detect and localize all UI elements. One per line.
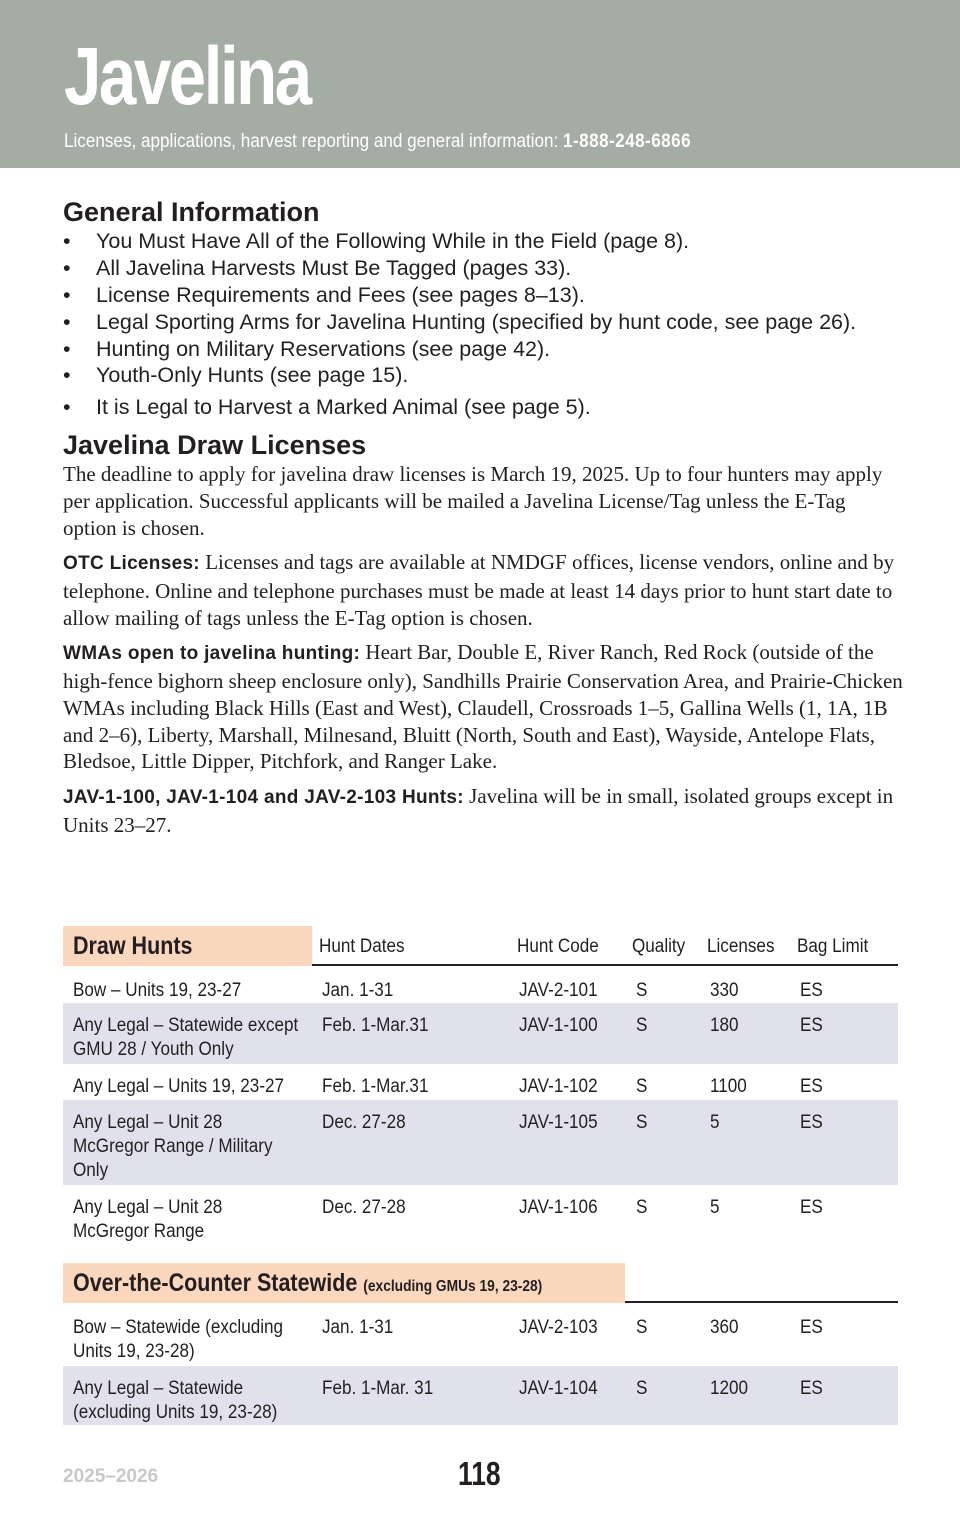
col-quality: Quality [632,936,686,957]
draw-hunts-label: Draw Hunts [63,926,312,966]
cell-bag-limit: ES [800,980,823,1001]
cell-licenses: 360 [710,1317,739,1338]
col-hunt-dates: Hunt Dates [319,936,405,957]
cell-description: Any Legal – Unit 28 McGregor Range / Military Only [73,1112,273,1181]
general-info-list [63,228,903,421]
jav-hunts-paragraph [63,783,903,838]
cell-quality: S [636,1015,648,1036]
otc-paragraph [63,549,903,631]
cell-licenses: 330 [710,980,739,1001]
draw-licenses-heading: Javelina Draw Licenses [63,429,367,460]
page-title: Javelina [64,31,310,122]
cell-quality: S [636,1317,648,1338]
list-item: • It is Legal to Harvest a Marked Animal (see page 5). [63,394,903,421]
col-hunt-code: Hunt Code [517,936,599,957]
cell-code: JAV-1-105 [519,1112,598,1133]
main-content [63,198,903,838]
list-item: • Hunting on Military Reservations (see page 42). [63,336,903,363]
cell-licenses: 1100 [710,1076,747,1097]
wma-paragraph [63,639,903,775]
contact-text: Licenses, applications, harvest reporting and general information: [64,131,559,152]
cell-bag-limit: ES [800,1112,823,1133]
list-item: • You Must Have All of the Following While in the Field (page 8). [63,228,903,255]
col-licenses: Licenses [707,936,775,957]
list-item: • Legal Sporting Arms for Javelina Hunting (specified by hunt code, see page 26). [63,309,903,336]
contact-line [64,131,691,153]
cell-dates: Jan. 1-31 [322,1317,394,1338]
jav-text: Javelina will be in small, isolated groups except in Units 23–27. [63,784,894,837]
draw-hunts-table [63,926,898,1246]
table-row [63,1366,898,1425]
table-header [63,926,898,966]
otc-lead: OTC Licenses: [63,553,200,575]
cell-dates: Feb. 1-Mar. 31 [322,1378,434,1399]
cell-code: JAV-1-102 [519,1076,598,1097]
cell-licenses: 1200 [710,1378,749,1399]
otc-text: Licenses and tags are available at NMDGF offices, license vendors, online and by telephone. Online and telephone purchases must be made at least 14 days prior to hunt start date to allow mailing of tags unless the E-Tag option is chosen. [63,550,895,630]
jav-lead: JAV-1-100, JAV-1-104 and JAV-2-103 Hunts: [63,787,464,808]
draw-intro-paragraph: The deadline to apply for javelina draw licenses is March 19, 2025. Up to four hunters may apply per application. Successful applicants will be mailed a Javelina License/Tag unless the E-Tag option is chosen. [63,462,883,540]
cell-quality: S [636,980,648,1001]
list-item: • All Javelina Harvests Must Be Tagged (pages 33). [63,255,903,282]
cell-description: Any Legal – Units 19, 23-27 [73,1076,285,1097]
cell-code: JAV-2-101 [519,980,598,1001]
table-header [63,1263,898,1303]
cell-description: Any Legal – Unit 28 McGregor Range [73,1197,223,1242]
cell-dates: Dec. 27-28 [322,1197,406,1218]
cell-bag-limit: ES [800,1015,823,1036]
otc-label-text: Over-the-Counter Statewide [73,1269,358,1297]
table-row [63,1003,898,1064]
cell-quality: S [636,1378,648,1399]
cell-dates: Feb. 1-Mar.31 [322,1015,429,1036]
otc-hunts-table [63,1263,898,1425]
list-item: • Youth-Only Hunts (see page 15). [63,362,903,389]
cell-description: Bow – Statewide (excluding Units 19, 23-28) [73,1317,284,1362]
page-number: 118 [458,1455,501,1492]
table-row [63,1100,898,1185]
table-row [63,1185,898,1246]
cell-description: Any Legal – Statewide (excluding Units 19, 23-28) [73,1378,278,1423]
cell-licenses: 5 [710,1112,720,1133]
otc-label-note: (excluding GMUs 19, 23-28) [363,1278,543,1295]
list-item: • License Requirements and Fees (see pages 8–13). [63,282,903,309]
table-row [63,1305,898,1366]
table-row [63,968,898,1003]
cell-code: JAV-2-103 [519,1317,598,1338]
general-info-heading: General Information [63,197,320,227]
cell-quality: S [636,1197,648,1218]
cell-bag-limit: ES [800,1317,823,1338]
cell-licenses: 180 [710,1015,739,1036]
wma-lead: WMAs open to javelina hunting: [63,643,361,665]
cell-dates: Feb. 1-Mar.31 [322,1076,429,1097]
page-header [0,0,960,168]
wma-text: Heart Bar, Double E, River Ranch, Red Rock (outside of the high-fence bighorn sheep enclosure only), Sandhills Prairie Conservation Area, and Prairie-Chicken WMAs including Black Hills (East and West), Claudell, Crossroads 1–5, Gallina Wells (1, 1A, 1B and 2–6), Liberty, Marshall, Milnesand, Bluitt (North, South and East), Wayside, Antelope Flats, Bledsoe, Little Dipper, Pitchfork, and Ranger Lake. [63,640,903,774]
footer-year: 2025–2026 [63,1466,159,1487]
cell-code: JAV-1-100 [519,1015,598,1036]
phone-number[interactable]: 1-888-248-6866 [563,131,692,152]
cell-quality: S [636,1112,648,1133]
cell-bag-limit: ES [800,1197,823,1218]
cell-code: JAV-1-104 [519,1378,598,1399]
cell-description: Any Legal – Statewide except GMU 28 / Youth Only [73,1015,299,1060]
cell-dates: Jan. 1-31 [322,980,394,1001]
col-bag-limit: Bag Limit [797,936,869,957]
cell-description: Bow – Units 19, 23-27 [73,980,242,1001]
cell-licenses: 5 [710,1197,720,1218]
otc-label [63,1263,625,1303]
table-row [63,1064,898,1100]
cell-bag-limit: ES [800,1378,823,1399]
cell-bag-limit: ES [800,1076,823,1097]
cell-code: JAV-1-106 [519,1197,598,1218]
cell-dates: Dec. 27-28 [322,1112,406,1133]
cell-quality: S [636,1076,648,1097]
